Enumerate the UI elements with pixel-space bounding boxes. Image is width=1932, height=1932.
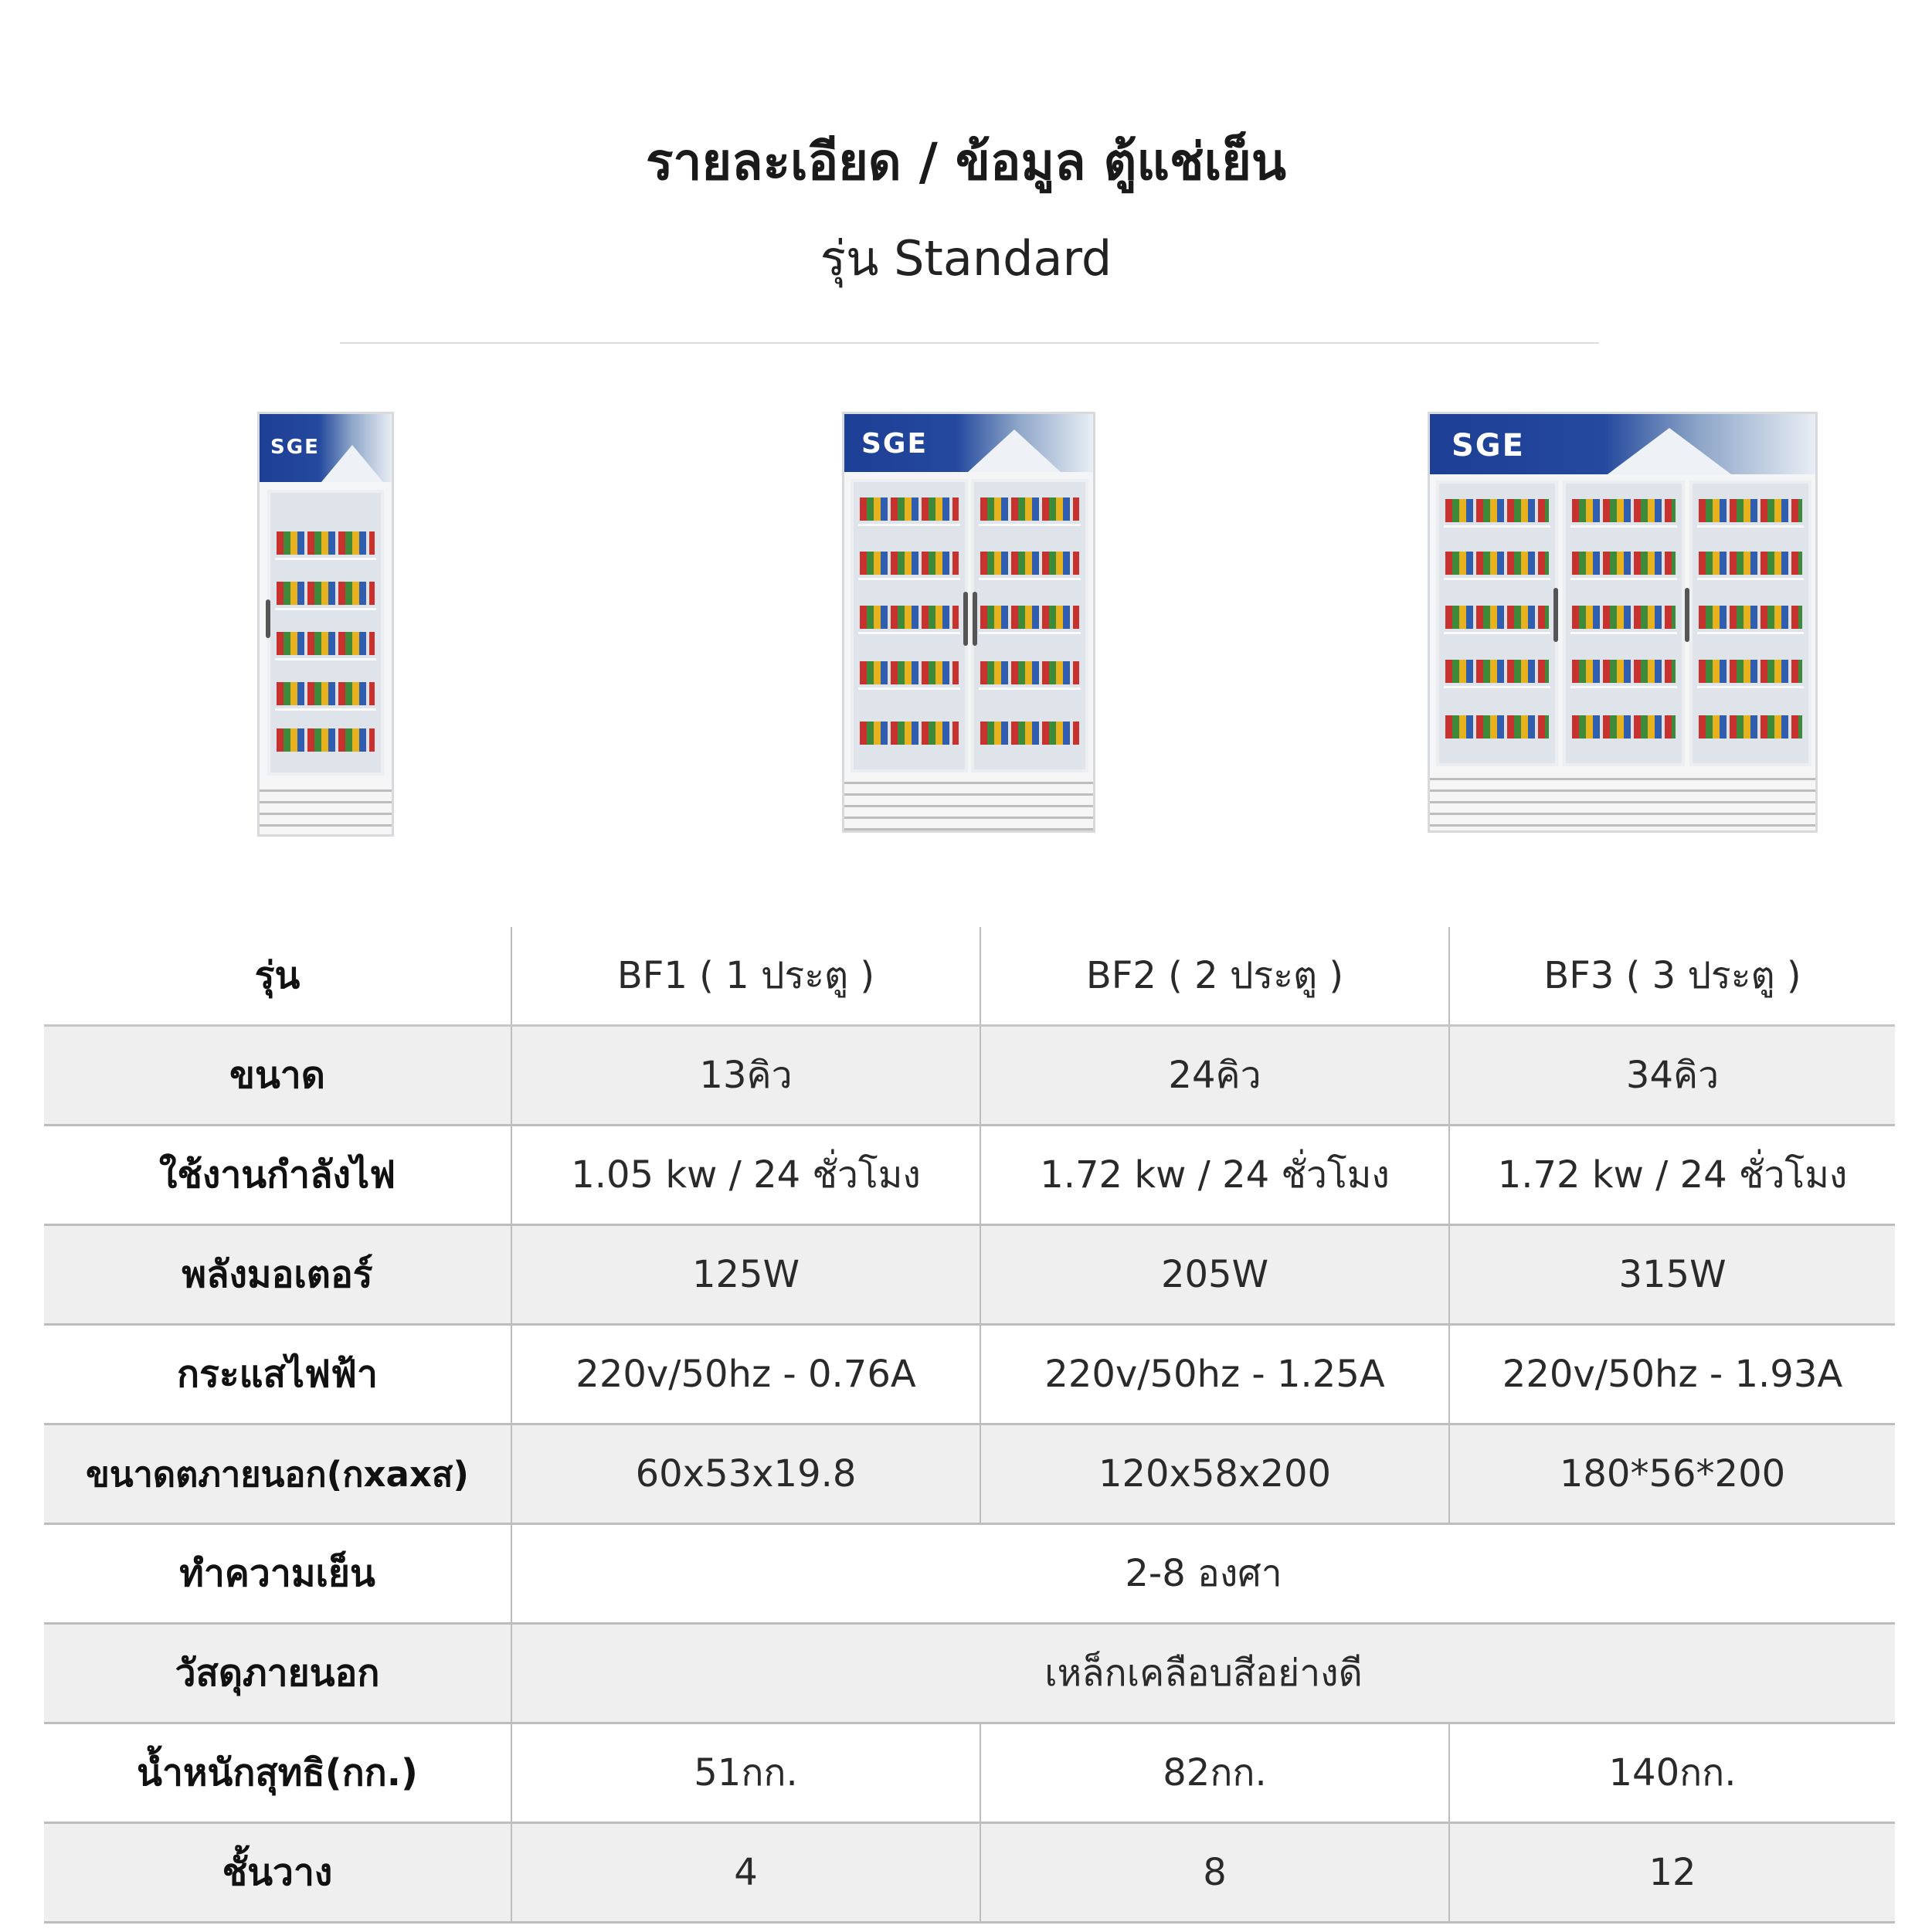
row-label: วัสดุภายนอก — [44, 1625, 512, 1722]
cell-bf3: 220v/50hz - 1.93A — [1502, 1353, 1843, 1396]
cell-bf2: 1.72 kw / 24 ชั่วโมง — [981, 1126, 1450, 1224]
header-bf1: BF1 ( 1 ประตู ) — [512, 927, 981, 1024]
table-row — [44, 1425, 1895, 1525]
cell-bf1: 13คิว — [512, 1027, 981, 1124]
sge-logo: SGE — [270, 436, 320, 459]
row-label: ทำความเย็น — [44, 1525, 512, 1622]
table-header-row — [44, 927, 1895, 1027]
cell-all-models: เหล็กเคลือบสีอย่างดี — [1044, 1652, 1363, 1695]
cell-bf1: 60x53x19.8 — [512, 1425, 981, 1523]
fridge-image-bf2 — [842, 412, 1095, 833]
sge-logo: SGE — [1452, 428, 1525, 463]
fridge-door-middle — [1563, 480, 1685, 766]
fridge-door — [267, 490, 384, 776]
table-row — [44, 1226, 1895, 1326]
cell-bf2: 82กก. — [981, 1724, 1450, 1822]
cell-bf2: 205W — [981, 1226, 1450, 1323]
cell-bf3: 315W — [1618, 1253, 1727, 1296]
spec-table — [44, 927, 1895, 1924]
cell-bf2: 24คิว — [981, 1027, 1450, 1124]
row-label: น้ำหนักสุทธิ(กก.) — [44, 1724, 512, 1822]
cell-all-models: 2-8 องศา — [1125, 1552, 1282, 1595]
cell-bf1: 51กก. — [512, 1724, 981, 1822]
cell-bf3: 140กก. — [1608, 1751, 1737, 1794]
fridge-door-right — [971, 479, 1088, 772]
cell-bf1: 4 — [512, 1824, 981, 1921]
cell-bf3: 12 — [1648, 1851, 1696, 1894]
divider — [340, 342, 1599, 344]
header-bf3: BF3 ( 3 ประตู ) — [1543, 954, 1801, 997]
fridge-door-left — [1436, 480, 1558, 766]
table-row — [44, 1126, 1895, 1226]
sge-logo: SGE — [861, 428, 929, 460]
table-row — [44, 1724, 1895, 1824]
header-bf2: BF2 ( 2 ประตู ) — [981, 927, 1450, 1024]
row-label: ใช้งานกำลังไฟ — [44, 1126, 512, 1224]
cell-bf2: 220v/50hz - 1.25A — [981, 1326, 1450, 1423]
row-label: พลังมอเตอร์ — [44, 1226, 512, 1323]
fridge-door-right — [1689, 480, 1811, 766]
cell-bf2: 8 — [981, 1824, 1450, 1921]
cell-bf1: 1.05 kw / 24 ชั่วโมง — [512, 1126, 981, 1224]
table-row — [44, 1824, 1895, 1924]
table-row — [44, 1525, 1895, 1625]
cell-bf1: 125W — [512, 1226, 981, 1323]
cell-bf3: 1.72 kw / 24 ชั่วโมง — [1497, 1153, 1848, 1197]
fridge-image-bf3 — [1428, 412, 1818, 833]
fridge-image-bf1 — [257, 412, 394, 837]
table-row — [44, 1625, 1895, 1724]
cell-bf1: 220v/50hz - 0.76A — [512, 1326, 981, 1423]
header-label: รุ่น — [44, 927, 512, 1024]
cell-bf3: 180*56*200 — [1559, 1452, 1786, 1496]
row-label: กระแสไฟฟ้า — [44, 1326, 512, 1423]
page-title: รายละเอียด / ข้อมูล ตู้แช่เย็น — [645, 132, 1287, 192]
fridge-door-left — [851, 479, 968, 772]
page-subtitle: รุ่น Standard — [820, 230, 1112, 287]
row-label: ขนาด — [44, 1027, 512, 1124]
row-label: ชั้นวาง — [44, 1824, 512, 1921]
cell-bf2: 120x58x200 — [981, 1425, 1450, 1523]
table-row — [44, 1027, 1895, 1126]
cell-bf3: 34คิว — [1625, 1054, 1720, 1097]
row-label: ขนาดตภายนอก(กxaxส) — [44, 1425, 512, 1523]
table-row — [44, 1326, 1895, 1425]
